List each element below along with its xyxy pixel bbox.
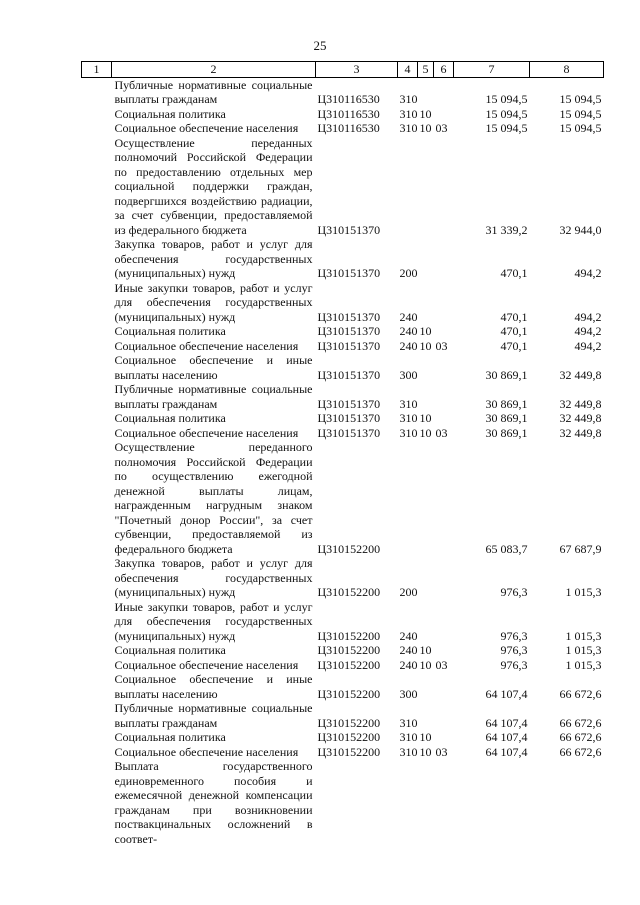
num-col-cell [82,411,112,426]
subsection-code [434,759,454,846]
amount-year-1: 30 869,1 [485,396,528,411]
subsection-code [434,107,454,122]
amount-year-2: 494,2 [574,324,602,338]
target-code: Ц310152200 [317,643,381,657]
target-code [316,759,398,846]
expense-type-code: 200 [399,585,418,599]
subsection-code [434,556,454,600]
expense-type-code: 310 [399,411,418,425]
expense-type-code: 240 [399,324,418,338]
num-col-cell [82,353,112,382]
subsection-code [434,440,454,556]
section-code [418,136,434,238]
table-row [82,324,604,339]
item-name: Социальное обеспечение и иные выплаты населению [114,353,313,382]
section-code: 10 [419,338,432,353]
item-name: Закупка товаров, работ и услуг для обеспечения государственных (муниципальных) нужд [114,237,313,280]
amount-year-2: 32 449,8 [559,411,602,425]
target-code: Ц310116530 [317,121,380,135]
amount-year-2: 1 015,3 [565,585,602,599]
item-name: Социальная политика [114,643,226,657]
target-code: Ц310151370 [317,411,381,425]
amount-year-1: 470,1 [500,338,528,353]
item-name: Социальное обеспечение населения [114,657,299,672]
table-body [82,77,604,846]
section-code: 10 [419,411,432,425]
item-name: Социальная политика [114,411,226,425]
subsection-code [434,382,454,411]
amount-year-2: 32 449,8 [559,425,602,440]
expense-type-code: 240 [399,643,418,657]
budget-table [81,61,604,846]
expense-type-code [398,759,418,846]
expense-type-code: 200 [399,266,418,280]
num-col-cell [82,600,112,644]
subsection-code [434,730,454,745]
table-row [82,672,604,701]
amount-year-1 [454,759,530,846]
target-code: Ц310152200 [317,628,381,643]
header-col-8: 8 [530,62,604,78]
item-name: Социальная политика [114,730,226,744]
header-col-7: 7 [454,62,530,78]
item-name: Социальное обеспечение населения [114,744,299,759]
target-code: Ц310116530 [317,106,380,121]
num-col-cell [82,658,112,673]
amount-year-1: 470,1 [500,324,528,338]
amount-year-1: 31 339,2 [485,222,528,237]
expense-type-code: 300 [399,367,418,382]
amount-year-2: 66 672,6 [559,730,602,744]
amount-year-2: 494,2 [574,309,602,324]
amount-year-2 [530,759,604,846]
item-name: Социальное обеспечение населения [114,338,299,353]
target-code: Ц310151370 [317,367,381,382]
subsection-code [434,77,454,107]
target-code: Ц310152200 [317,686,381,701]
expense-type-code: 310 [399,396,418,411]
amount-year-1: 976,3 [500,657,528,672]
expense-type-code: 310 [399,730,418,744]
section-code [418,77,434,107]
expense-type-code: 310 [399,106,418,121]
target-code: Ц310151370 [317,425,381,440]
num-col-cell [82,672,112,701]
section-code: 10 [419,324,432,338]
amount-year-1: 64 107,4 [485,744,528,759]
target-code: Ц310152200 [317,744,381,759]
expense-type-code: 310 [399,425,418,440]
table-row [82,658,604,673]
table-row [82,440,604,556]
table-row [82,643,604,658]
amount-year-2: 67 687,9 [559,541,602,556]
num-col-cell [82,324,112,339]
amount-year-2: 32 449,8 [559,396,602,411]
table-row [82,411,604,426]
amount-year-1: 15 094,5 [485,121,528,135]
amount-year-1: 470,1 [500,266,528,280]
item-name: Осуществление переданного полномочия Российской Федерации по осуществлению ежегодной денежной выплаты лицам, награжденным нагрудным знаком "Почетный донор России", за счет субвенции, предоставляемой из федерального бюджета [114,440,313,556]
amount-year-2: 494,2 [574,266,602,280]
expense-type-code: 240 [399,628,418,643]
target-code: Ц310151370 [317,309,381,324]
subsection-code [434,411,454,426]
section-code: 10 [419,106,432,121]
target-code: Ц310152200 [317,657,381,672]
target-code: Ц310152200 [317,730,381,744]
subsection-code: 03 [435,338,448,353]
item-name: Осуществление переданных полномочий Российской Федерации по предоставлению отдельных мер социальной поддержки граждан, подвергшихся воздействию радиации, за счет субвенции, предоставляемой из федерального бюджета [114,135,313,237]
expense-type-code: 240 [399,657,418,672]
header-col-4: 4 [398,62,418,78]
amount-year-1: 64 107,4 [485,686,528,701]
expense-type-code [398,440,418,556]
section-code [418,382,434,411]
amount-year-2: 1 015,3 [565,657,602,672]
amount-year-1: 64 107,4 [485,730,528,744]
header-col-3: 3 [316,62,398,78]
target-code: Ц310152200 [317,541,381,556]
subsection-code [434,136,454,238]
amount-year-2: 15 094,5 [559,121,602,135]
item-name: Публичные нормативные социальные выплаты гражданам [114,77,313,106]
section-code [418,440,434,556]
expense-type-code: 310 [399,121,418,135]
table-row [82,745,604,760]
num-col-cell [82,556,112,600]
table-row [82,281,604,325]
table-row [82,237,604,281]
subsection-code [434,672,454,701]
amount-year-1: 976,3 [500,585,528,599]
amount-year-2: 66 672,6 [559,715,602,730]
target-code: Ц310151370 [317,222,381,237]
header-col-1: 1 [82,62,112,78]
item-name: Иные закупки товаров, работ и услуг для обеспечения государственных (муниципальных) нужд [114,280,313,324]
amount-year-1: 30 869,1 [485,425,528,440]
target-code: Ц310151370 [317,324,381,338]
num-col-cell [82,440,112,556]
header-col-6: 6 [434,62,454,78]
header-col-2: 2 [112,62,316,78]
section-code: 10 [419,744,432,759]
section-code [418,556,434,600]
subsection-code: 03 [435,121,448,135]
section-code: 10 [419,657,432,672]
amount-year-2: 494,2 [574,338,602,353]
page-number: 25 [313,38,327,53]
num-col-cell [82,136,112,238]
num-col-cell [82,701,112,730]
num-col-cell [82,107,112,122]
subsection-code: 03 [435,425,448,440]
num-col-cell [82,730,112,745]
item-name: Закупка товаров, работ и услуг для обеспечения государственных (муниципальных) нужд [114,556,313,599]
amount-year-1: 976,3 [500,628,528,643]
expense-type-code [398,136,418,238]
header-row [82,62,604,78]
target-code: Ц310152200 [317,715,381,730]
amount-year-2: 32 449,8 [559,367,602,382]
subsection-code [434,237,454,281]
expense-type-code: 310 [399,92,418,106]
section-code: 10 [419,643,432,657]
section-code [418,600,434,644]
amount-year-2: 15 094,5 [559,106,602,121]
subsection-code [434,281,454,325]
item-name: Иные закупки товаров, работ и услуг для обеспечения государственных (муниципальных) нужд [114,599,313,643]
section-code [418,353,434,382]
section-code: 10 [419,425,432,440]
section-code [418,759,434,846]
table-row [82,556,604,600]
subsection-code [434,600,454,644]
num-col-cell [82,759,112,846]
item-name: Социальная политика [114,106,226,121]
table-row [82,77,604,107]
subsection-code [434,324,454,339]
table-row [82,759,604,846]
section-code [418,701,434,730]
num-col-cell [82,281,112,325]
amount-year-2: 1 015,3 [565,643,602,657]
num-col-cell [82,237,112,281]
amount-year-1: 15 094,5 [485,92,528,106]
num-col-cell [82,643,112,658]
expense-type-code: 240 [399,338,418,353]
target-code: Ц310116530 [317,92,380,106]
subsection-code [434,643,454,658]
subsection-code: 03 [435,657,448,672]
table-header [82,62,604,78]
item-name: Социальное обеспечение населения [114,121,299,135]
amount-year-1: 15 094,5 [485,106,528,121]
num-col-cell [82,339,112,354]
item-name: Социальное обеспечение и иные выплаты населению [114,672,313,701]
expense-type-code: 310 [399,744,418,759]
table-row [82,353,604,382]
table-row [82,600,604,644]
num-col-cell [82,426,112,441]
item-name: Публичные нормативные социальные выплаты гражданам [114,382,313,411]
amount-year-2: 66 672,6 [559,686,602,701]
expense-type-code: 310 [399,715,418,730]
amount-year-2: 66 672,6 [559,744,602,759]
table-row [82,339,604,354]
num-col-cell [82,382,112,411]
amount-year-1: 976,3 [500,643,528,657]
section-code: 10 [419,730,432,744]
table-row [82,701,604,730]
section-code [418,281,434,325]
amount-year-2: 15 094,5 [559,92,602,106]
table-row [82,730,604,745]
target-code: Ц310151370 [317,266,381,280]
target-code: Ц310151370 [317,396,381,411]
subsection-code [434,353,454,382]
subsection-code: 03 [435,744,448,759]
amount-year-1: 64 107,4 [485,715,528,730]
item-name: Выплата государственного единовременного пособия и ежемесячной денежной компенсации гражданам при возникновении поствакцинальных осложнений в соответ- [114,759,313,846]
section-code [418,237,434,281]
num-col-cell [82,745,112,760]
table-row [82,107,604,122]
amount-year-1: 65 083,7 [485,541,528,556]
amount-year-1: 470,1 [500,309,528,324]
table-row [82,426,604,441]
table-row [82,382,604,411]
amount-year-1: 30 869,1 [485,367,528,382]
header-col-5: 5 [418,62,434,78]
target-code: Ц310152200 [317,585,381,599]
item-name: Социальное обеспечение населения [114,425,299,440]
section-code [418,672,434,701]
target-code: Ц310151370 [317,338,381,353]
num-col-cell [82,77,112,107]
section-code: 10 [419,121,432,135]
subsection-code [434,701,454,730]
amount-year-2: 1 015,3 [565,628,602,643]
expense-type-code: 300 [399,686,418,701]
num-col-cell [82,121,112,136]
amount-year-1: 30 869,1 [485,411,528,425]
table-row [82,121,604,136]
item-name: Публичные нормативные социальные выплаты гражданам [114,701,313,730]
item-name: Социальная политика [114,324,226,338]
amount-year-2: 32 944,0 [559,222,602,237]
table-row [82,136,604,238]
expense-type-code: 240 [399,309,418,324]
